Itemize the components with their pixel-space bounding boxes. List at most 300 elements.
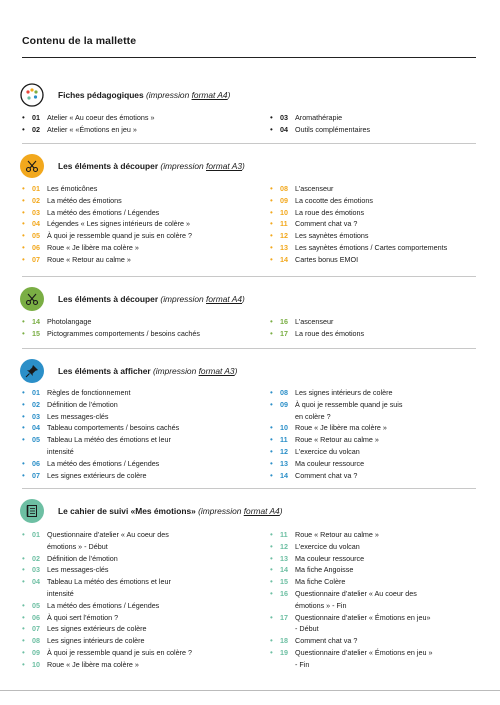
number-spacer (32, 446, 47, 458)
item-label: Roue « Retour au calme » (47, 254, 131, 264)
item-label: Roue « Retour au calme » (295, 530, 379, 539)
bullet-dot: • (270, 207, 273, 217)
section-format-note-end: ) (242, 161, 245, 171)
list-item (270, 541, 485, 553)
item-label: Comment chat va ? (295, 219, 358, 229)
bullet-dot: • (270, 470, 273, 480)
bullet-dot: • (22, 328, 25, 338)
section-header (20, 358, 237, 384)
bullet-dot: • (270, 113, 273, 122)
item-number: 15 (280, 577, 288, 587)
item-label: Les signes extérieurs de colère (47, 624, 147, 634)
bullet-dot: • (22, 530, 25, 539)
bullet-dot: • (270, 184, 273, 193)
item-label: Les messages-clés (47, 411, 109, 421)
item-number: 08 (32, 636, 40, 646)
pushpin-icon (20, 359, 44, 383)
item-number: 02 (32, 553, 40, 563)
item-label-continued: - Début (295, 624, 319, 634)
item-number: 11 (280, 219, 288, 229)
list-item (22, 600, 254, 612)
item-number: 07 (32, 624, 40, 634)
list-item (270, 576, 485, 588)
item-label: Aromathérapie (295, 113, 343, 122)
bullet-dot: • (270, 328, 273, 338)
section-format-label: format A4 (191, 90, 228, 100)
bullet-dot: • (270, 588, 273, 598)
item-label: Ma fiche Colère (295, 577, 346, 587)
item-number: 14 (280, 565, 288, 575)
item-number: 05 (32, 435, 40, 445)
section-format-label: format A3 (206, 161, 243, 171)
item-label: Questionnaire d’atelier « Émotions en jeu » (295, 647, 433, 657)
item-number: 12 (280, 231, 288, 241)
list-item (22, 195, 254, 207)
bullet-dot: • (22, 231, 25, 241)
bullet-spacer (270, 623, 280, 635)
item-number: 08 (280, 184, 288, 193)
item-label: Les signes intérieurs de colère (295, 388, 393, 397)
list-item (270, 112, 485, 124)
list-item (22, 553, 254, 565)
item-number: 13 (280, 242, 288, 252)
list-item (270, 254, 485, 266)
item-label: Ma couleur ressource (295, 553, 365, 563)
section-title (58, 366, 237, 376)
bullet-dot: • (270, 446, 273, 456)
list-column-left (22, 183, 254, 266)
bullet-dot: • (270, 388, 273, 397)
bullet-dot: • (270, 541, 273, 551)
item-number: 01 (32, 388, 40, 397)
list-item (270, 588, 485, 600)
list-item (270, 635, 485, 647)
item-label: La cocotte des émotions (295, 195, 373, 205)
list-column-left (22, 387, 254, 481)
item-label: À quoi je ressemble quand je suis en colère ? (47, 647, 193, 657)
item-label: Tableau comportements / besoins cachés (47, 423, 180, 433)
list-item (270, 434, 485, 446)
item-label: La météo des émotions / Légendes (47, 600, 160, 610)
item-label: Roue « Je libère ma colère » (295, 423, 387, 433)
list-item (22, 242, 254, 254)
bullet-dot: • (22, 207, 25, 217)
bullet-dot: • (22, 435, 25, 445)
bullet-dot: • (22, 411, 25, 421)
item-label: L’ascenseur (295, 184, 334, 193)
bullet-dot: • (22, 254, 25, 264)
section-header (20, 82, 230, 108)
section-format-label: format A4 (243, 506, 280, 516)
bullet-dot: • (270, 435, 273, 445)
bullet-dot: • (22, 113, 25, 122)
bullet-dot: • (22, 612, 25, 622)
section-title-text: Les éléments à découper (58, 294, 159, 304)
item-label: L’exercice du volcan (295, 541, 360, 551)
list-item (22, 647, 254, 659)
section-format-note-end: ) (234, 366, 238, 376)
item-label: Les émoticônes (47, 184, 98, 193)
list-column-left (22, 316, 254, 340)
item-label: À quoi je ressemble quand je suis (295, 399, 403, 409)
item-label: La roue des émotions (295, 207, 365, 217)
section-format-label: format A3 (198, 366, 235, 376)
item-number: 04 (32, 423, 40, 433)
bullet-dot: • (22, 399, 25, 409)
bullet-dot: • (22, 195, 25, 205)
list-item-continuation (270, 659, 485, 671)
list-column-left (22, 112, 254, 136)
bottom-rule (0, 690, 500, 691)
list-item (270, 328, 485, 340)
item-number: 10 (280, 207, 288, 217)
section-header (20, 153, 245, 179)
item-label: Les signes extérieurs de colère (47, 470, 147, 480)
item-number: 18 (280, 636, 288, 646)
bullet-dot: • (22, 423, 25, 433)
item-label-continued: émotions » - Fin (295, 600, 347, 610)
item-number: 14 (32, 317, 40, 326)
section-divider (22, 276, 476, 277)
list-item-continuation (22, 541, 254, 553)
list-item (22, 183, 254, 195)
bullet-dot: • (22, 624, 25, 634)
item-number: 07 (32, 254, 40, 264)
bullet-dot: • (270, 231, 273, 241)
item-number: 10 (280, 423, 288, 433)
list-item (270, 316, 485, 328)
item-number: 13 (280, 553, 288, 563)
item-number: 01 (32, 113, 40, 122)
list-item-continuation (270, 623, 485, 635)
list-item (270, 242, 485, 254)
item-label: Questionnaire d’atelier « Émotions en jeu» (295, 612, 431, 622)
item-label: Ma couleur ressource (295, 458, 365, 468)
item-number: 11 (280, 530, 288, 539)
notebook-icon (20, 499, 44, 523)
list-item (22, 112, 254, 124)
bullet-dot: • (22, 553, 25, 563)
item-number: 17 (280, 328, 288, 338)
list-item (22, 254, 254, 266)
item-label: Ma fiche Angoisse (295, 565, 354, 575)
section-header (20, 498, 283, 524)
list-item (22, 659, 254, 671)
item-number: 08 (280, 388, 288, 397)
list-item (270, 529, 485, 541)
item-number: 03 (32, 411, 40, 421)
item-number: 04 (32, 219, 40, 229)
section-header (20, 286, 245, 312)
list-item-continuation (22, 588, 254, 600)
item-label: Tableau La météo des émotions et leur (47, 577, 171, 587)
item-label: Les saynètes émotions / Cartes comportements (295, 242, 448, 252)
item-label: Questionnaire d’atelier « Au coeur des (47, 530, 169, 539)
item-number: 02 (32, 124, 40, 134)
item-number: 06 (32, 612, 40, 622)
list-item (270, 647, 485, 659)
list-item (22, 612, 254, 624)
section-title (58, 294, 245, 304)
item-number: 03 (32, 565, 40, 575)
section-format-note: (impression (145, 90, 192, 100)
item-number: 01 (32, 530, 40, 539)
bullet-dot: • (270, 530, 273, 539)
section-title (58, 161, 245, 171)
item-label: La roue des émotions (295, 328, 365, 338)
list-item (22, 623, 254, 635)
item-number: 06 (32, 458, 40, 468)
list-item (22, 218, 254, 230)
bullet-dot: • (22, 388, 25, 397)
bullet-dot: • (22, 647, 25, 657)
item-label: Atelier « Au coeur des émotions » (47, 113, 155, 122)
scissors-icon (20, 287, 44, 311)
bullet-dot: • (22, 636, 25, 646)
section-format-note: (impression (198, 506, 244, 516)
bullet-dot: • (270, 124, 273, 134)
item-label: Règles de fonctionnement (47, 388, 131, 397)
list-item (270, 218, 485, 230)
item-label: Définition de l’émotion (47, 553, 118, 563)
scissors-icon (20, 154, 44, 178)
section-format-note: (impression (160, 161, 207, 171)
item-label: Photolangage (47, 317, 92, 326)
number-spacer (280, 600, 295, 612)
number-spacer (280, 411, 295, 423)
list-item (270, 124, 485, 136)
item-label: Les signes intérieurs de colère (47, 636, 145, 646)
list-column-right (270, 316, 485, 340)
item-number: 13 (280, 458, 288, 468)
page-title: Contenu de la mallette (22, 35, 137, 47)
bullet-dot: • (22, 242, 25, 252)
section-title-text: Les éléments à découper (58, 161, 159, 171)
item-label: Comment chat va ? (295, 636, 358, 646)
bullet-spacer (270, 659, 280, 671)
list-item (22, 207, 254, 219)
list-item (270, 183, 485, 195)
item-label: Comment chat va ? (295, 470, 358, 480)
item-number: 14 (280, 254, 288, 264)
item-number: 04 (280, 124, 288, 134)
list-column-right (270, 183, 485, 266)
bullet-dot: • (270, 195, 273, 205)
list-item (270, 553, 485, 565)
section-format-note-end: ) (279, 506, 283, 516)
section-title (58, 90, 230, 100)
bullet-spacer (22, 541, 32, 553)
list-item (22, 411, 254, 423)
list-item (22, 458, 254, 470)
list-item (22, 635, 254, 647)
list-item (270, 387, 485, 399)
item-label: Roue « Je libère ma colère » (47, 242, 139, 252)
item-number: 09 (280, 399, 288, 409)
list-item (270, 446, 485, 458)
bullet-dot: • (270, 423, 273, 433)
item-number: 10 (32, 659, 40, 669)
bullet-dot: • (22, 317, 25, 326)
number-spacer (280, 623, 295, 635)
list-item (270, 195, 485, 207)
list-column-left (22, 529, 254, 671)
section-title-text: Les éléments à afficher (58, 366, 151, 376)
item-label: Atelier « «Émotions en jeu » (47, 124, 137, 134)
item-number: 06 (32, 242, 40, 252)
item-label: Cartes bonus EMOI (295, 254, 359, 264)
palette-icon (20, 83, 44, 107)
item-number: 09 (280, 195, 288, 205)
item-number: 17 (280, 612, 288, 622)
bullet-dot: • (22, 458, 25, 468)
item-number: 15 (32, 328, 40, 338)
bullet-dot: • (22, 565, 25, 575)
bullet-dot: • (270, 553, 273, 563)
title-rule (22, 57, 476, 58)
item-label: Tableau La météo des émotions et leur (47, 435, 171, 445)
section-divider (22, 488, 476, 489)
list-item (22, 316, 254, 328)
item-number: 03 (280, 113, 288, 122)
item-label: La météo des émotions / Légendes (47, 207, 160, 217)
list-item (270, 207, 485, 219)
list-item (22, 529, 254, 541)
item-label-continued: en colère ? (295, 411, 331, 421)
item-label-continued: émotions » - Début (47, 541, 108, 551)
section-format-label: format A4 (206, 294, 243, 304)
item-number: 05 (32, 231, 40, 241)
list-column-right (270, 529, 485, 671)
list-item (270, 422, 485, 434)
item-label: À quoi sert l’émotion ? (47, 612, 119, 622)
item-label: Roue « Je libère ma colère » (47, 659, 139, 669)
item-label-continued: intensité (47, 446, 74, 456)
bullet-spacer (270, 411, 280, 423)
bullet-dot: • (22, 470, 25, 480)
section-title-text: Le cahier de suivi «Mes émotions» (58, 506, 196, 516)
item-number: 14 (280, 470, 288, 480)
bullet-spacer (22, 588, 32, 600)
number-spacer (32, 588, 47, 600)
list-item-continuation (270, 600, 485, 612)
item-label: Les messages-clés (47, 565, 109, 575)
section-format-note: (impression (160, 294, 207, 304)
item-number: 11 (280, 435, 288, 445)
list-item-continuation (270, 411, 485, 423)
list-item (270, 564, 485, 576)
bullet-dot: • (270, 317, 273, 326)
list-item (270, 612, 485, 624)
section-title-text: Fiches pédagogiques (58, 90, 144, 100)
item-label: Outils complémentaires (295, 124, 371, 134)
item-label: Définition de l’émotion (47, 399, 118, 409)
bullet-dot: • (270, 636, 273, 646)
section-format-note-end: ) (242, 294, 245, 304)
list-column-right (270, 387, 485, 481)
item-label: Pictogrammes comportements / besoins cachés (47, 328, 200, 338)
bullet-dot: • (270, 612, 273, 622)
item-label-continued: intensité (47, 588, 74, 598)
bullet-dot: • (270, 647, 273, 657)
item-number: 04 (32, 577, 40, 587)
bullet-dot: • (22, 600, 25, 610)
item-label-continued: - Fin (295, 659, 310, 669)
list-item (22, 328, 254, 340)
bullet-dot: • (270, 577, 273, 587)
list-item (22, 422, 254, 434)
section-title (58, 506, 283, 516)
list-column-right (270, 112, 485, 136)
bullet-spacer (270, 600, 280, 612)
item-label: L’ascenseur (295, 317, 334, 326)
item-label: La météo des émotions (47, 195, 122, 205)
item-label: Légendes « Les signes intérieurs de colère » (47, 219, 191, 229)
list-item (270, 399, 485, 411)
item-label: Questionnaire d’atelier « Au coeur des (295, 588, 417, 598)
list-item (270, 458, 485, 470)
item-number: 12 (280, 541, 288, 551)
item-number: 02 (32, 195, 40, 205)
item-number: 19 (280, 647, 288, 657)
bullet-dot: • (270, 219, 273, 229)
list-item (22, 387, 254, 399)
section-divider (22, 143, 476, 144)
item-number: 03 (32, 207, 40, 217)
number-spacer (32, 541, 47, 553)
bullet-dot: • (270, 254, 273, 264)
bullet-dot: • (270, 399, 273, 409)
list-item (270, 230, 485, 242)
item-number: 02 (32, 399, 40, 409)
section-format-note: (impression (152, 366, 199, 376)
bullet-dot: • (270, 242, 273, 252)
list-item-continuation (22, 446, 254, 458)
bullet-dot: • (270, 458, 273, 468)
list-item (22, 434, 254, 446)
bullet-dot: • (22, 184, 25, 193)
item-label: Les saynètes émotions (295, 231, 369, 241)
item-label: La météo des émotions / Légendes (47, 458, 160, 468)
list-item (22, 470, 254, 482)
number-spacer (280, 659, 295, 671)
item-number: 05 (32, 600, 40, 610)
item-label: Roue « Retour au calme » (295, 435, 379, 445)
bullet-dot: • (22, 124, 25, 134)
item-number: 01 (32, 184, 40, 193)
list-item (22, 576, 254, 588)
section-format-note-end: ) (227, 90, 231, 100)
list-item (22, 124, 254, 136)
section-divider (22, 348, 476, 349)
bullet-dot: • (22, 577, 25, 587)
bullet-spacer (22, 446, 32, 458)
item-label: À quoi je ressemble quand je suis en colère ? (47, 231, 193, 241)
item-number: 09 (32, 647, 40, 657)
list-item (270, 470, 485, 482)
bullet-dot: • (270, 565, 273, 575)
item-number: 12 (280, 446, 288, 456)
item-number: 07 (32, 470, 40, 480)
bullet-dot: • (22, 219, 25, 229)
bullet-dot: • (22, 659, 25, 669)
item-number: 16 (280, 317, 288, 326)
list-item (22, 230, 254, 242)
list-item (22, 399, 254, 411)
item-number: 16 (280, 588, 288, 598)
item-label: L’exercice du volcan (295, 446, 360, 456)
list-item (22, 564, 254, 576)
